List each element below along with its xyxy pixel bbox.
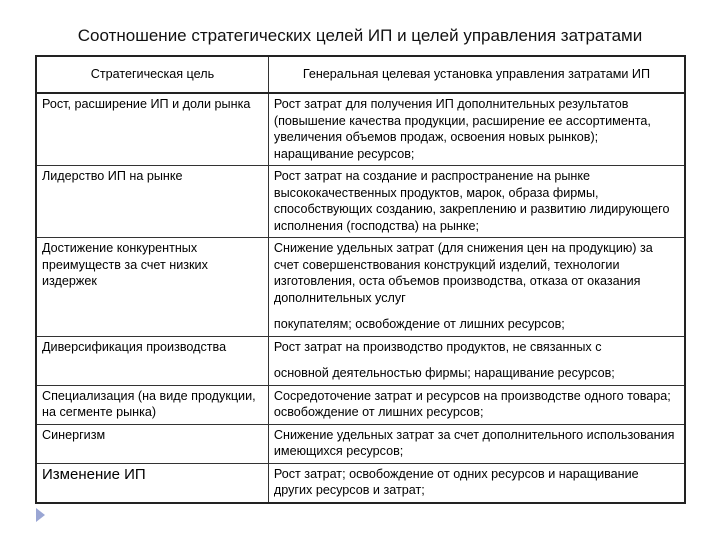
setting-cell: Снижение удельных затрат за счет дополнительного использования имеющихся ресурсов; [268,424,685,463]
table-row [36,166,685,238]
page-title: Соотношение стратегических целей ИП и целей управления затратами [77,26,643,45]
table-header-row [36,56,685,93]
goal-cell: Диверсификация производства [36,336,268,385]
setting-text-continued: покупателям; освобождение от лишних ресурсов; [273,317,565,331]
triangle-arrow-icon[interactable] [36,508,45,522]
table-row [36,385,685,424]
table-row [36,238,685,337]
setting-text-continued: основной деятельностью фирмы; наращивание ресурсов; [273,366,615,380]
setting-cell [268,336,685,385]
column-header-setting: Генеральная целевая установка управления затратами ИП [268,56,685,93]
goal-cell: Лидерство ИП на рынке [36,166,268,238]
column-header-goal: Стратегическая цель [36,56,268,93]
setting-cell [268,238,685,337]
goal-cell: Рост, расширение ИП и доли рынка [36,93,268,166]
setting-text: Снижение удельных затрат (для снижения цен на продукцию) за счет совершенствования конструкций изделий, технологии изготовления, оста объемов производства, отказа от оказания дополнительных услуг [273,241,653,305]
goal-cell: Специализация (на виде продукции, на сегменте рынка) [36,385,268,424]
goals-table [35,55,686,504]
setting-cell: Рост затрат на создание и распространение на рынке высококачественных продуктов, марок, образа фирмы, способствующих созданию, закреплению и развитию лидирующего исполнения (господства) на рынке; [268,166,685,238]
setting-cell: Рост затрат для получения ИП дополнительных результатов (повышение качества продукции, расширение ее ассортимента, увеличения объемов продаж, освоения новых рынков); наращивание ресурсов; [268,93,685,166]
table-row [36,93,685,166]
setting-cell: Рост затрат; освобождение от одних ресурсов и наращивание других ресурсов и затрат; [268,463,685,503]
goal-cell: Достижение конкурентных преимуществ за счет низких издержек [36,238,268,337]
goal-cell: Синергизм [36,424,268,463]
table-row [36,336,685,385]
setting-cell: Сосредоточение затрат и ресурсов на производстве одного товара; освобождение от лишних ресурсов; [268,385,685,424]
table-row [36,424,685,463]
setting-text: Рост затрат на производство продуктов, не связанных с [273,339,602,354]
table-row [36,463,685,503]
goal-cell: Изменение ИП [36,463,268,503]
